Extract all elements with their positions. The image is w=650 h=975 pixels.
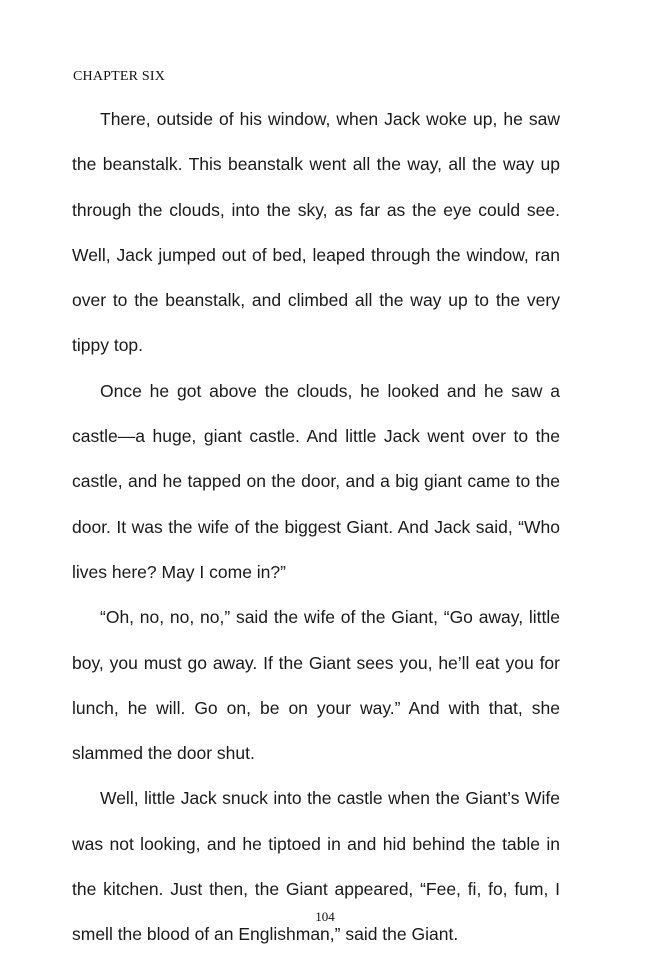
paragraph: Once he got above the clouds, he looked and he saw a castle—a huge, giant castle. And little Jack went over to the castle, and he tapped on the door, and a big giant came to the door. It was the wife of the biggest Giant. And Jack said, “Who lives here? May I come in?” xyxy=(72,380,560,582)
chapter-heading: CHAPTER SIX xyxy=(73,69,166,84)
paragraph: “Oh, no, no, no,” said the wife of the Giant, “Go away, little boy, you must go away. If the Giant sees you, he’ll eat you for lunch, he will. Go on, be on your way.” And with that, she slammed the door shut. xyxy=(72,607,560,764)
paragraph: There, outside of his window, when Jack woke up, he saw the beanstalk. This beanstalk went all the way, all the way up through the clouds, into the sky, as far as the eye could see. Well, Jack jumped out of bed, leaped through the window, ran over to the beanstalk, and climbed all the way up to the very tippy top. xyxy=(72,109,560,356)
chapter-body xyxy=(72,97,560,958)
paragraph: Well, little Jack snuck into the castle when the Giant’s Wife was not looking, and he tiptoed in and hid behind the table in the kitchen. Just then, the Giant appeared, “Fee, fi, fo, fum, I smell the blood of an Englishman,” said the Giant. xyxy=(72,788,560,945)
page-number: 104 xyxy=(315,909,335,924)
